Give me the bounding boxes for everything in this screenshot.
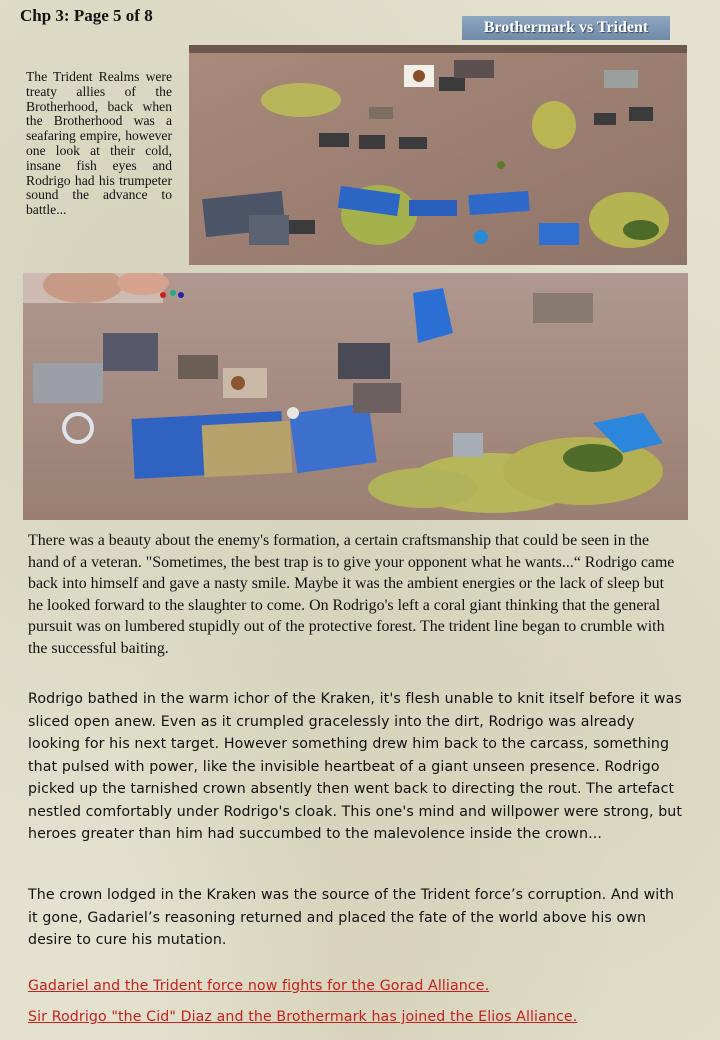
page-number-label: Chp 3: Page 5 of 8	[20, 6, 153, 25]
alliance-announcement-trident: Gadariel and the Trident force now fights for the Gorad Alliance.	[28, 978, 490, 994]
battlefield-closeup-photo	[23, 273, 688, 520]
narrative-paragraph-2: Rodrigo bathed in the warm ichor of the Kraken, it's flesh unable to knit itself before it was sliced open anew. Even as it crumpled gracelessly into the dirt, Rodrigo was already looking for his next target. However something drew him back to the carcass, something that pulsed with power, like the invisible heartbeat of a giant unseen presence. Rodrigo picked up the tarnished crown absently then went back to directing the rout. The artefact nestled comfortably under Rodrigo's cloak. This one's mind and willpower were strong, but heroes greater than him had succumbed to the malevolence inside the crown...	[28, 691, 683, 842]
page-title-banner: Brothermark vs Trident	[462, 16, 670, 40]
intro-paragraph: The Trident Realms were treaty allies of the Brotherhood, back when the Brotherhood was a seafaring empire, however one look at their cold, insane fish eyes and Rodrigo had his trumpeter sound the advance to battle...	[26, 69, 172, 218]
narrative-paragraph-1: There was a beauty about the enemy's formation, a certain craftsmanship that could be seen in the hand of a veteran. "Sometimes, the best trap is to give your opponent what he wants...“ Rodrigo came back into himself and gave a nasty smile. Maybe it was the ambient energies or the lack of sleep but he looked forward to the slaughter to come. On Rodrigo's left a coral giant thinking that the general pursuit was on lumbered stupidly out of the protective forest. The trident line began to crumble with the successful baiting.	[28, 532, 675, 657]
alliance-announcement-brothermark: Sir Rodrigo "the Cid" Diaz and the Brothermark has joined the Elios Alliance.	[28, 1009, 578, 1025]
narrative-paragraph-3: The crown lodged in the Kraken was the source of the Trident force’s corruption. And with it gone, Gadariel’s reasoning returned and placed the fate of the world above his own desire to cure his mutation.	[28, 887, 675, 948]
battlefield-overview-photo	[189, 45, 687, 265]
